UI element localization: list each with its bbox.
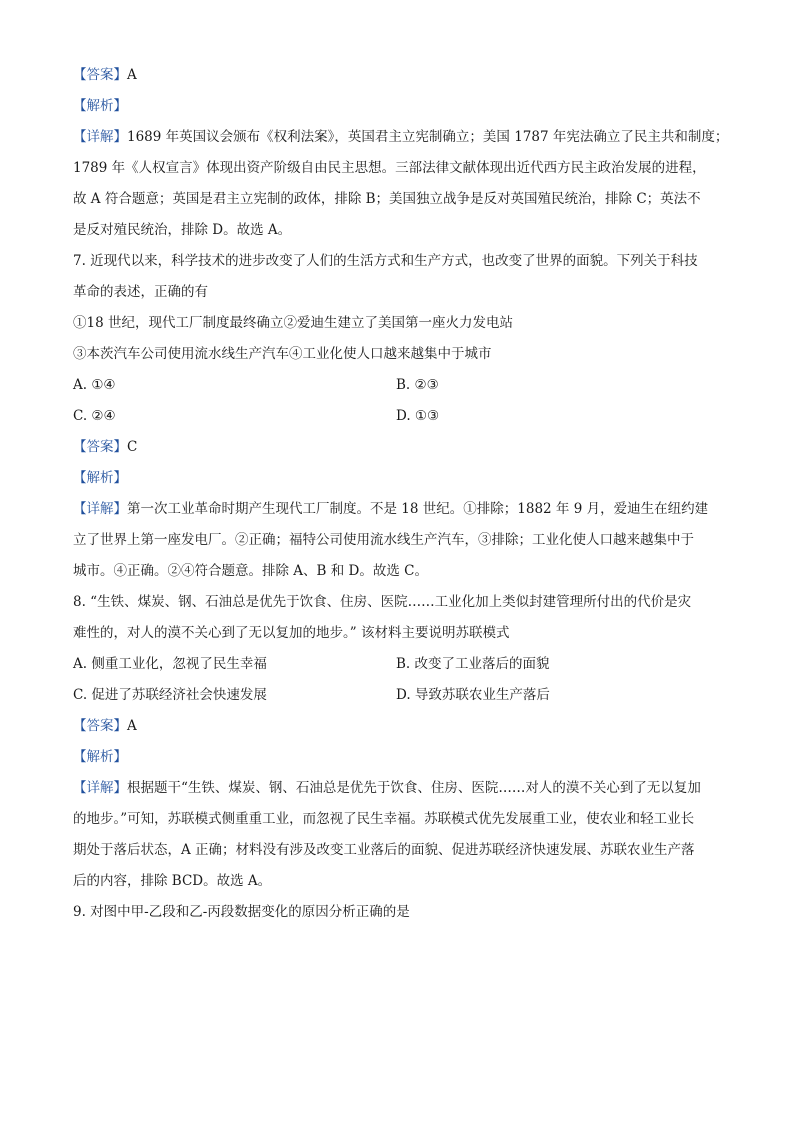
analysis-tag: 【解析】: [73, 470, 127, 486]
detail-line: 立了世界上第一座发电厂。②正确；福特公司使用流水线生产汽车，③排除；工业化使人口越来越集中于: [73, 532, 694, 548]
option-d: D. 导致苏联农业生产落后: [396, 687, 550, 703]
answer-tag: 【答案】: [73, 718, 127, 734]
answer-value: A: [127, 718, 137, 734]
analysis-line: [73, 742, 723, 773]
answer-line: [73, 711, 723, 742]
option-d: D. ①③: [396, 408, 440, 424]
detail-tag: 【详解】: [73, 129, 127, 145]
analysis-line: [73, 91, 723, 122]
detail-line: [73, 773, 723, 804]
answer-value: A: [127, 67, 137, 83]
question-stem-line: 8. “生铁、煤炭、钢、石油总是优先于饮食、住房、医院……工业化加上类似封建管理所付出的代价是灾: [73, 594, 692, 610]
detail-line: 是反对殖民统治，排除 D。故选 A。: [73, 222, 292, 238]
option-a: A. ①④: [73, 377, 116, 393]
question-stem-line: 革命的表述，正确的有: [73, 284, 208, 300]
option-c: C. ②④: [73, 408, 116, 424]
detail-line: 故 A 符合题意；英国是君主立宪制的政体，排除 B；美国独立战争是反对英国殖民统治，排除 C；英法不: [73, 191, 701, 207]
detail-line: 1789 年《人权宣言》体现出资产阶级自由民主思想。三部法律文献体现出近代西方民主政治发展的进程，: [73, 160, 706, 176]
analysis-tag: 【解析】: [73, 98, 127, 114]
detail-line: 的地步。”可知，苏联模式侧重重工业，而忽视了民生幸福。苏联模式优先发展重工业，使农业和轻工业长: [73, 811, 695, 827]
option-a: A. 侧重工业化，忽视了民生幸福: [73, 656, 267, 672]
detail-text: 1689 年英国议会颁布《权利法案》，英国君主立宪制确立；美国 1787 年宪法确立了民主共和制度；: [127, 129, 729, 145]
option-c: C. 促进了苏联经济社会快速发展: [73, 687, 267, 703]
option-b: B. ②③: [396, 377, 439, 393]
detail-tag: 【详解】: [73, 780, 127, 796]
option-row: [73, 649, 723, 680]
question-stem-line: ③本茨汽车公司使用流水线生产汽车④工业化使人口越来越集中于城市: [73, 346, 492, 362]
question-stem-line: 7. 近现代以来，科学技术的进步改变了人们的生活方式和生产方式，也改变了世界的面貌。下列关于科技: [73, 253, 698, 269]
answer-line: [73, 60, 723, 91]
document-page: [73, 60, 729, 928]
detail-line: [73, 494, 723, 525]
answer-tag: 【答案】: [73, 439, 127, 455]
detail-line: 后的内容，排除 BCD。故选 A。: [73, 873, 272, 889]
answer-tag: 【答案】: [73, 67, 127, 83]
analysis-tag: 【解析】: [73, 749, 127, 765]
analysis-line: [73, 463, 723, 494]
question-stem-line: 难性的，对人的漠不关心到了无以复加的地步。” 该材料主要说明苏联模式: [73, 625, 510, 641]
option-row: [73, 680, 723, 711]
detail-text: 根据题干“生铁、煤炭、钢、石油总是优先于饮食、住房、医院……对人的漠不关心到了无以复加: [127, 780, 701, 796]
detail-text: 第一次工业革命时期产生现代工厂制度。不是 18 世纪。①排除；1882 年 9 月，爱迪生在纽约建: [127, 501, 709, 517]
detail-line: 期处于落后状态，A 正确；材料没有涉及改变工业落后的面貌、促进苏联经济快速发展、苏联农业生产落: [73, 842, 695, 858]
question-stem-line: 9. 对图中甲-乙段和乙-丙段数据变化的原因分析正确的是: [73, 904, 410, 920]
answer-value: C: [127, 439, 138, 455]
detail-line: [73, 122, 729, 153]
question-stem-line: ①18 世纪，现代工厂制度最终确立②爱迪生建立了美国第一座火力发电站: [73, 315, 513, 331]
option-b: B. 改变了工业落后的面貌: [396, 656, 550, 672]
detail-tag: 【详解】: [73, 501, 127, 517]
option-row: [73, 370, 723, 401]
detail-line: 城市。④正确。②④符合题意。排除 A、B 和 D。故选 C。: [73, 563, 428, 579]
answer-line: [73, 432, 723, 463]
option-row: [73, 401, 723, 432]
